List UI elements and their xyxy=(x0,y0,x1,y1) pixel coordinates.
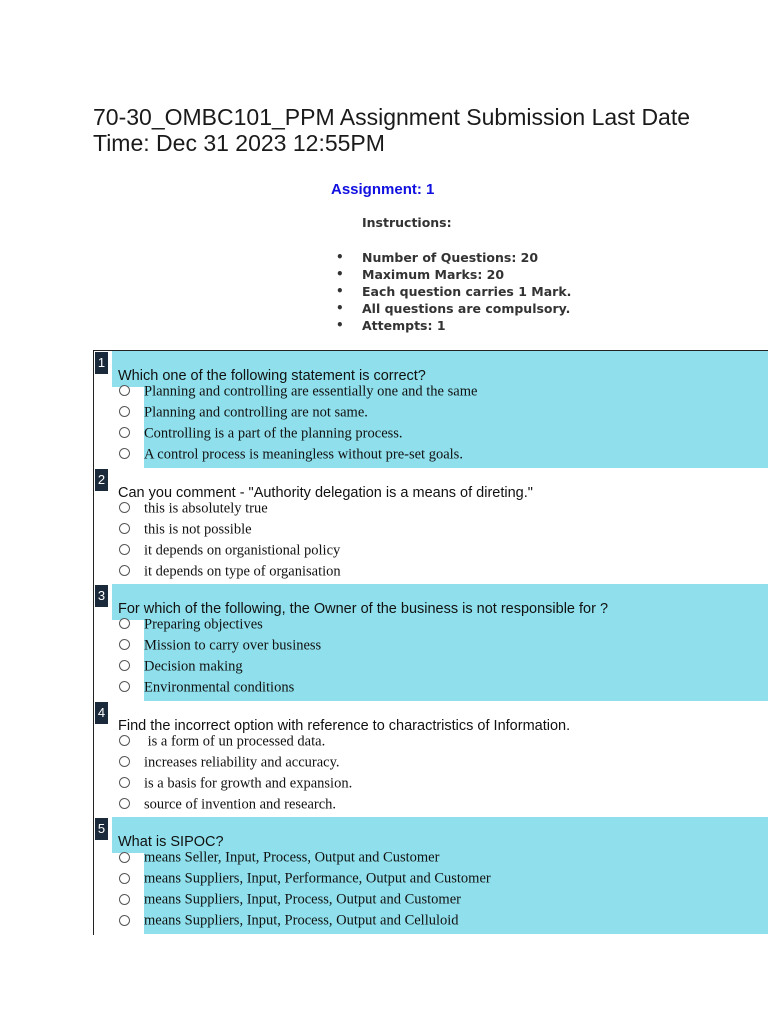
instruction-text: Maximum Marks: 20 xyxy=(362,267,505,282)
option-3[interactable] xyxy=(119,425,403,446)
option-4[interactable] xyxy=(119,679,294,700)
instruction-text: All questions are compulsory. xyxy=(362,301,571,316)
radio-button[interactable] xyxy=(119,798,130,809)
question-block-1 xyxy=(94,351,768,468)
option-2[interactable] xyxy=(119,521,252,542)
radio-button[interactable] xyxy=(119,915,130,926)
question-block-2 xyxy=(94,468,768,585)
radio-button[interactable] xyxy=(119,735,130,746)
option-label: it depends on type of organisation xyxy=(144,562,341,579)
radio-button[interactable] xyxy=(119,406,130,417)
assignment-label: Assignment: 1 xyxy=(331,181,435,198)
question-text: Which one of the following statement is correct? xyxy=(118,368,426,384)
option-3[interactable] xyxy=(119,542,340,563)
instruction-item xyxy=(336,249,571,266)
radio-button[interactable] xyxy=(119,565,130,576)
instruction-text: Attempts: 1 xyxy=(362,318,446,333)
option-3[interactable] xyxy=(119,658,243,679)
option-2[interactable] xyxy=(119,754,340,775)
option-4[interactable] xyxy=(119,563,341,584)
option-1[interactable] xyxy=(119,616,263,637)
option-label: is a form of un processed data. xyxy=(144,733,326,750)
question-number-badge: 1 xyxy=(95,352,108,374)
option-label: means Suppliers, Input, Process, Output and Customer xyxy=(144,891,461,908)
option-label: Planning and controlling are not same. xyxy=(144,404,368,421)
instruction-item xyxy=(336,300,571,317)
question-block-3 xyxy=(94,584,768,701)
option-label: source of invention and research. xyxy=(144,796,337,813)
instruction-item xyxy=(336,317,571,334)
bullet-icon: • xyxy=(336,301,344,315)
radio-button[interactable] xyxy=(119,852,130,863)
radio-button[interactable] xyxy=(119,502,130,513)
radio-button[interactable] xyxy=(119,894,130,905)
option-4[interactable] xyxy=(119,446,463,467)
option-1[interactable] xyxy=(119,500,268,521)
instruction-text: Each question carries 1 Mark. xyxy=(362,284,572,299)
bullet-icon: • xyxy=(336,284,344,298)
radio-button[interactable] xyxy=(119,639,130,650)
instructions-heading: Instructions: xyxy=(362,215,452,230)
option-1[interactable] xyxy=(119,849,439,870)
option-label: means Suppliers, Input, Process, Output and Celluloid xyxy=(144,912,459,929)
question-text: For which of the following, the Owner of the business is not responsible for ? xyxy=(118,601,609,618)
option-label: Controlling is a part of the planning process. xyxy=(144,425,403,442)
question-text: Find the incorrect option with reference to charactristics of Information. xyxy=(118,717,571,734)
instructions-list xyxy=(336,249,571,334)
radio-button[interactable] xyxy=(119,544,130,555)
instruction-text: Number of Questions: 20 xyxy=(362,250,539,265)
option-label: Decision making xyxy=(144,658,243,675)
option-label: this is not possible xyxy=(144,520,252,537)
radio-button[interactable] xyxy=(119,523,130,534)
radio-button[interactable] xyxy=(119,756,130,767)
instruction-item xyxy=(336,266,571,283)
option-4[interactable] xyxy=(119,912,459,933)
option-label: means Seller, Input, Process, Output and Customer xyxy=(144,849,440,866)
instruction-item xyxy=(336,283,571,300)
option-label: it depends on organistional policy xyxy=(144,541,341,558)
option-2[interactable] xyxy=(119,870,491,891)
option-1[interactable] xyxy=(119,383,477,404)
option-label: increases reliability and accuracy. xyxy=(144,754,340,771)
option-label: Preparing objectives xyxy=(144,616,263,633)
radio-button[interactable] xyxy=(119,777,130,788)
option-label: Environmental conditions xyxy=(144,679,295,696)
question-block-5 xyxy=(94,817,768,934)
option-label: Planning and controlling are essentially one and the same xyxy=(144,383,478,400)
option-4[interactable] xyxy=(119,796,336,817)
bullet-icon: • xyxy=(336,318,344,332)
option-3[interactable] xyxy=(119,891,461,912)
question-table xyxy=(93,350,768,935)
question-text: What is SIPOC? xyxy=(118,834,224,851)
option-label: A control process is meaningless without pre-set goals. xyxy=(144,446,463,463)
radio-button[interactable] xyxy=(119,660,130,671)
option-2[interactable] xyxy=(119,637,321,658)
option-label: means Suppliers, Input, Performance, Output and Customer xyxy=(144,870,491,887)
bullet-icon: • xyxy=(336,250,344,264)
question-block-4 xyxy=(94,701,768,818)
question-number-badge: 2 xyxy=(95,469,108,491)
option-3[interactable] xyxy=(119,775,352,796)
bullet-icon: • xyxy=(336,267,344,281)
question-number-badge: 4 xyxy=(95,702,108,724)
radio-button[interactable] xyxy=(119,448,130,459)
radio-button[interactable] xyxy=(119,385,130,396)
question-text: Can you comment - "Authority delegation is a means of direting." xyxy=(118,484,533,501)
option-label: is a basis for growth and expansion. xyxy=(144,775,353,792)
option-1[interactable] xyxy=(119,733,325,754)
radio-button[interactable] xyxy=(119,427,130,438)
option-2[interactable] xyxy=(119,404,368,425)
option-label: Mission to carry over business xyxy=(144,637,322,654)
question-number-badge: 5 xyxy=(95,818,108,840)
question-number-badge: 3 xyxy=(95,585,108,607)
option-label: this is absolutely true xyxy=(144,499,268,516)
page-title: 70-30_OMBC101_PPM Assignment Submission Last Date Time: Dec 31 2023 12:55PM xyxy=(93,104,691,156)
radio-button[interactable] xyxy=(119,618,130,629)
radio-button[interactable] xyxy=(119,873,130,884)
radio-button[interactable] xyxy=(119,681,130,692)
